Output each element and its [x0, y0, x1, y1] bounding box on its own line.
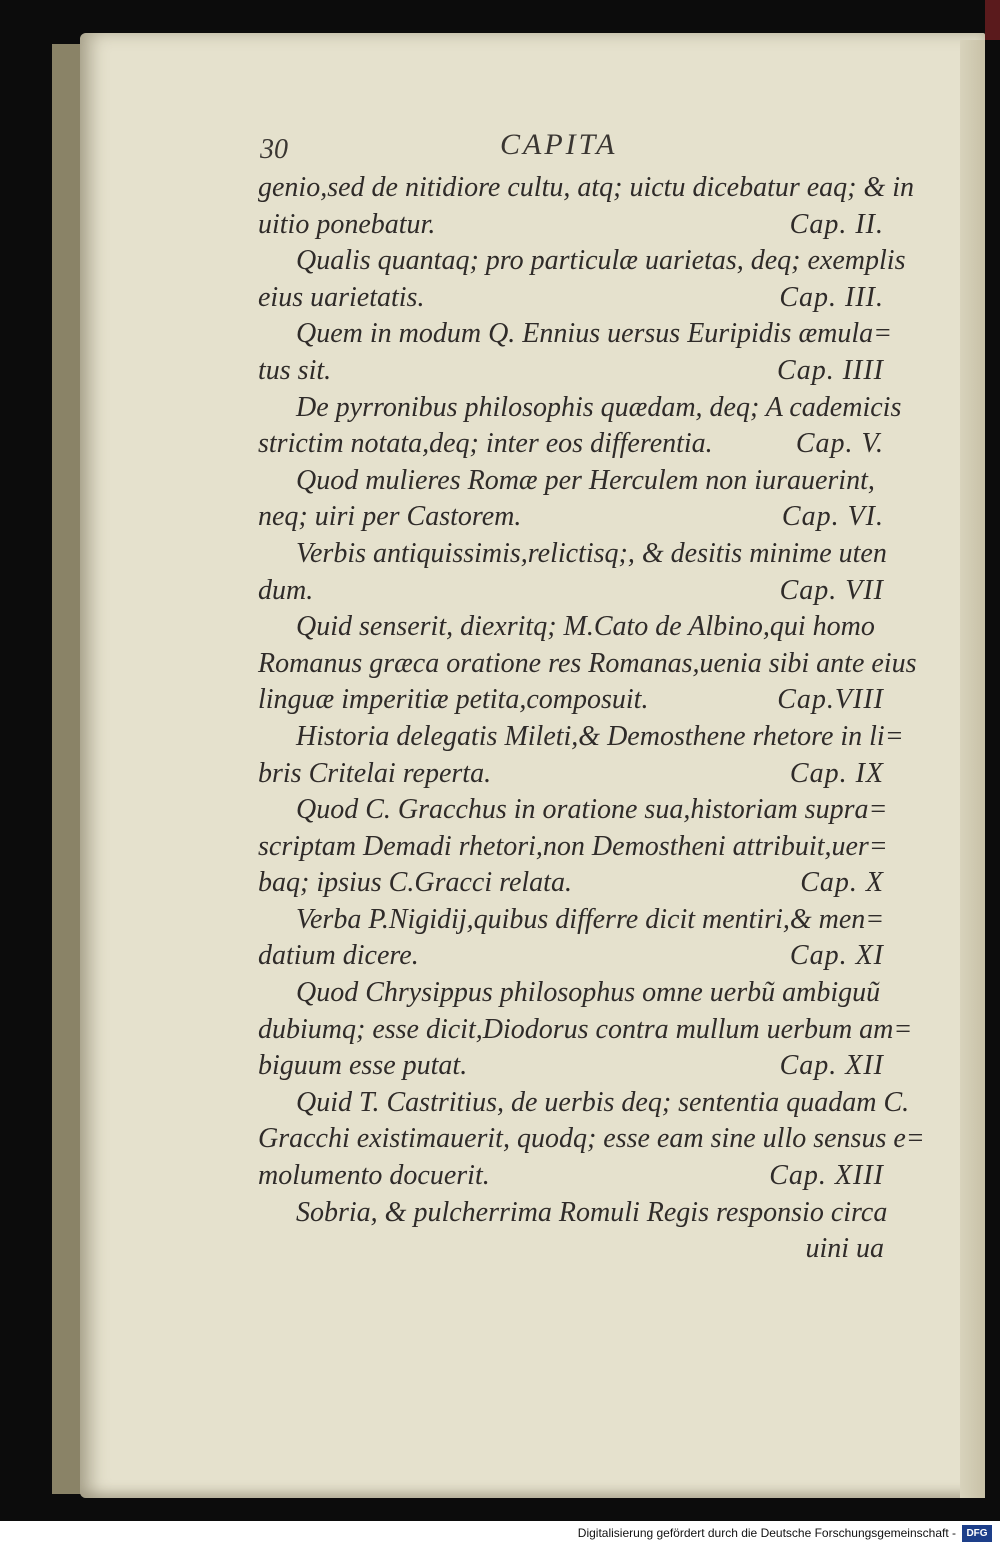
- chapter-number: Cap. VII: [779, 574, 884, 606]
- text-line: [258, 499, 888, 536]
- line-text: Quem in modum Q. Ennius uersus Euripidis æmula=: [296, 318, 893, 350]
- text-line: [258, 609, 888, 646]
- catchword-line: [258, 1231, 888, 1268]
- line-text: Quid T. Castritius, de uerbis deq; sententia quadam C.: [296, 1086, 910, 1118]
- text-line: [258, 390, 902, 427]
- line-text: eius uarietatis.: [258, 281, 425, 313]
- text-line: [258, 1085, 910, 1122]
- text-line: [258, 170, 915, 207]
- chapter-number: Cap. X: [800, 867, 884, 899]
- text-line: [258, 1158, 888, 1195]
- text-line: [258, 938, 888, 975]
- page-header: [255, 128, 880, 168]
- line-text: bris Critelai reperta.: [258, 757, 492, 789]
- line-text: scriptam Demadi rhetori,non Demostheni attribuit,uer=: [258, 830, 888, 862]
- folio-number: 30: [260, 134, 288, 165]
- chapter-number: Cap. XIII: [769, 1160, 884, 1192]
- line-text: dum.: [258, 574, 314, 606]
- text-line: [258, 1121, 925, 1158]
- chapter-number: Cap. IIII: [777, 354, 884, 386]
- text-line: [258, 207, 888, 244]
- chapter-number: Cap. VI.: [781, 501, 884, 533]
- line-text: molumento docuerit.: [258, 1160, 490, 1192]
- line-text: neq; uiri per Castorem.: [258, 501, 522, 533]
- line-text: Sobria, & pulcherrima Romuli Regis responsio circa: [296, 1196, 888, 1228]
- chapter-number: Cap. III.: [779, 281, 884, 313]
- line-text: Qualis quantaq; pro particulæ uarietas, deq; exemplis: [296, 245, 906, 277]
- line-text: De pyrronibus philosophis quædam, deq; A cademicis: [296, 391, 902, 423]
- chapter-number: Cap. II.: [789, 208, 884, 240]
- text-line: [258, 865, 888, 902]
- chapter-number: Cap. V.: [795, 428, 884, 460]
- funding-credit: Digitalisierung gefördert durch die Deutsche Forschungsgemeinschaft -: [577, 1526, 956, 1540]
- line-text: Verbis antiquissimis,relictisq;, & desitis minime uten: [296, 537, 887, 569]
- text-line: [258, 792, 888, 829]
- book-binding: [985, 0, 1000, 40]
- text-line: [258, 536, 888, 573]
- text-line: [258, 719, 904, 756]
- text-line: [258, 463, 888, 500]
- text-line: [258, 646, 917, 683]
- line-text: Romanus græca oratione res Romanas,uenia sibi ante eius: [258, 647, 917, 679]
- catchword: uini ua: [805, 1233, 884, 1265]
- dfg-logo: DFG: [962, 1525, 992, 1542]
- line-text: Quid senserit, diexritq; M.Cato de Albino,qui homo: [296, 611, 875, 643]
- line-text: Historia delegatis Mileti,& Demosthene rhetore in li=: [296, 720, 904, 752]
- chapter-number: Cap. XII: [779, 1050, 884, 1082]
- line-text: Quod Chrysippus philosophus omne uerbũ ambiguũ: [296, 977, 881, 1009]
- line-text: linguæ imperitiæ petita,composuit.: [258, 684, 649, 716]
- chapter-number: Cap.VIII: [777, 684, 884, 716]
- text-line: [258, 1195, 888, 1232]
- text-line: [258, 902, 888, 939]
- text-line: [258, 353, 888, 390]
- running-title: CAPITA: [500, 128, 618, 161]
- text-line: [258, 316, 893, 353]
- text-line: [258, 1012, 913, 1049]
- line-text: tus sit.: [258, 354, 332, 386]
- line-text: dubiumq; esse dicit,Diodorus contra mullum uerbum am=: [258, 1013, 913, 1045]
- page-edge: [960, 40, 985, 1498]
- text-line: [258, 573, 888, 610]
- line-text: baq; ipsius C.Gracci relata.: [258, 867, 572, 899]
- text-line: [258, 1048, 888, 1085]
- text-line: [258, 682, 888, 719]
- text-line: [258, 426, 888, 463]
- line-text: strictim notata,deq; inter eos differentia.: [258, 428, 713, 460]
- line-text: Quod C. Gracchus in oratione sua,historiam supra=: [296, 794, 888, 826]
- line-text: Quod mulieres Romæ per Herculem non iurauerint,: [296, 464, 875, 496]
- text-line: [258, 829, 888, 866]
- line-text: Verba P.Nigidij,quibus differre dicit mentiri,& men=: [296, 903, 885, 935]
- chapter-number: Cap. IX: [789, 757, 884, 789]
- line-text: datium dicere.: [258, 940, 419, 972]
- line-text: genio,sed de nitidiore cultu, atq; uictu dicebatur eaq; & in: [258, 172, 915, 203]
- chapter-list: [258, 170, 925, 1268]
- text-line: [258, 975, 888, 1012]
- text-line: [258, 280, 888, 317]
- text-line: [258, 756, 888, 793]
- line-text: biguum esse putat.: [258, 1050, 468, 1082]
- text-line: [258, 243, 906, 280]
- footer-bar: [0, 1521, 1000, 1547]
- line-text: Gracchi existimauerit, quodq; esse eam sine ullo sensus e=: [258, 1123, 925, 1155]
- chapter-number: Cap. XI: [789, 940, 884, 972]
- line-text: uitio ponebatur.: [258, 208, 436, 240]
